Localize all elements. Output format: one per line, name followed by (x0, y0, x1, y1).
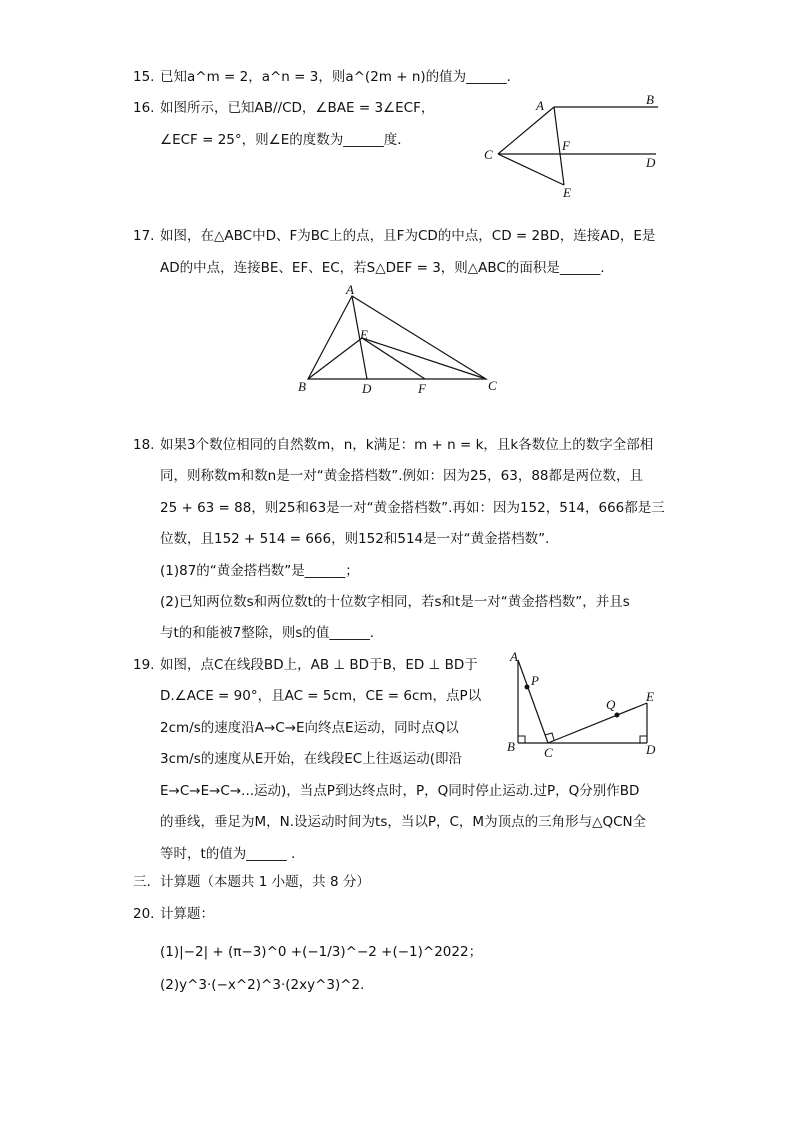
point-label: F (562, 138, 570, 153)
question-number: 19. (133, 657, 155, 673)
question-text: 的垂线，垂足为M，N.设运动时间为ts，当以P，C，M为顶点的三角形与△QCN全 (160, 814, 647, 830)
sub-question: 与t的和能被7整除，则s的值______． (160, 625, 384, 641)
perpendicular-figure (500, 645, 670, 763)
triangle-figure (290, 282, 510, 398)
question-text: 等时，t的值为______ ． (160, 846, 305, 862)
point-label: A (536, 98, 544, 113)
question-text: AD的中点，连接BE、EF、EC，若S△DEF = 3，则△ABC的面积是______． (160, 260, 614, 276)
question-text: 如图所示，已知AB//CD，∠BAE = 3∠ECF， (160, 100, 435, 116)
question-text: ∠ECF = 25°，则∠E的度数为______度． (160, 132, 411, 148)
sub-question: (2)y^3·(−x^2)^3·(2xy^3)^2． (160, 977, 374, 993)
point-label: A (510, 649, 518, 664)
point-label: E (360, 327, 368, 342)
question-number: 17. (133, 228, 155, 244)
point-label: D (362, 381, 372, 396)
question-number: 16. (133, 100, 155, 116)
point-label: P (531, 673, 539, 688)
question-text: 25 + 63 = 88，则25和63是一对“黄金搭档数”.再如：因为152，514，666都是三 (160, 500, 665, 516)
point-label: C (544, 745, 553, 760)
point-p-dot (525, 685, 530, 690)
question-text: D.∠ACE = 90°，且AC = 5cm，CE = 6cm，点P以 (160, 688, 482, 704)
question-text: 已知a^m = 2，a^n = 3，则a^(2m + n)的值为______. (160, 69, 511, 85)
question-text: 如图，点C在线段BD上，AB ⊥ BD于B，ED ⊥ BD于 (160, 657, 478, 673)
section-heading: 三．计算题（本题共 1 小题，共 8 分） (133, 874, 370, 890)
question-text: 如果3个数位相同的自然数m，n，k满足：m + n = k，且k各数位上的数字全部相 (160, 437, 654, 453)
point-label: B (298, 379, 306, 394)
parallel-lines-figure (478, 88, 668, 200)
point-label: C (484, 147, 493, 162)
question-text: 2cm/s的速度沿A→C→E向终点E运动，同时点Q以 (160, 720, 459, 736)
question-text: 3cm/s的速度从E开始，在线段EC上往返运动(即沿 (160, 751, 462, 767)
point-label: E (563, 185, 571, 200)
sub-question: (1)87的“黄金搭档数”是______； (160, 563, 359, 579)
question-number: 20. (133, 906, 155, 922)
point-label: Q (606, 697, 616, 712)
sub-question: (2)已知两位数s和两位数t的十位数字相同，若s和t是一对“黄金搭档数”，并且s (160, 594, 630, 610)
point-label: B (507, 739, 515, 754)
point-label: F (418, 381, 426, 396)
question-text: 如图，在△ABC中D、F为BC上的点，且F为CD的中点，CD = 2BD，连接AD，E是 (160, 228, 656, 244)
question-number: 18. (133, 437, 155, 453)
question-text: E→C→E→C→...运动)，当点P到达终点时，P，Q同时停止运动.过P，Q分别作BD (160, 783, 640, 799)
question-text: 位数，且152 + 514 = 666，则152和514是一对“黄金搭档数”． (160, 531, 559, 547)
question-text: 计算题： (160, 906, 214, 922)
question-text: 同，则称数m和数n是一对“黄金搭档数”.例如：因为25，63，88都是两位数，且 (160, 468, 644, 484)
point-label: C (488, 378, 497, 393)
point-label: D (646, 155, 656, 170)
point-q-dot (615, 713, 620, 718)
point-label: D (646, 742, 656, 757)
point-label: E (646, 689, 654, 704)
sub-question: (1)|−2| + (π−3)^0 +(−1/3)^−2 +(−1)^2022； (160, 944, 483, 960)
point-label: A (346, 282, 354, 297)
question-number: 15. (133, 69, 155, 85)
point-label: B (646, 92, 654, 107)
